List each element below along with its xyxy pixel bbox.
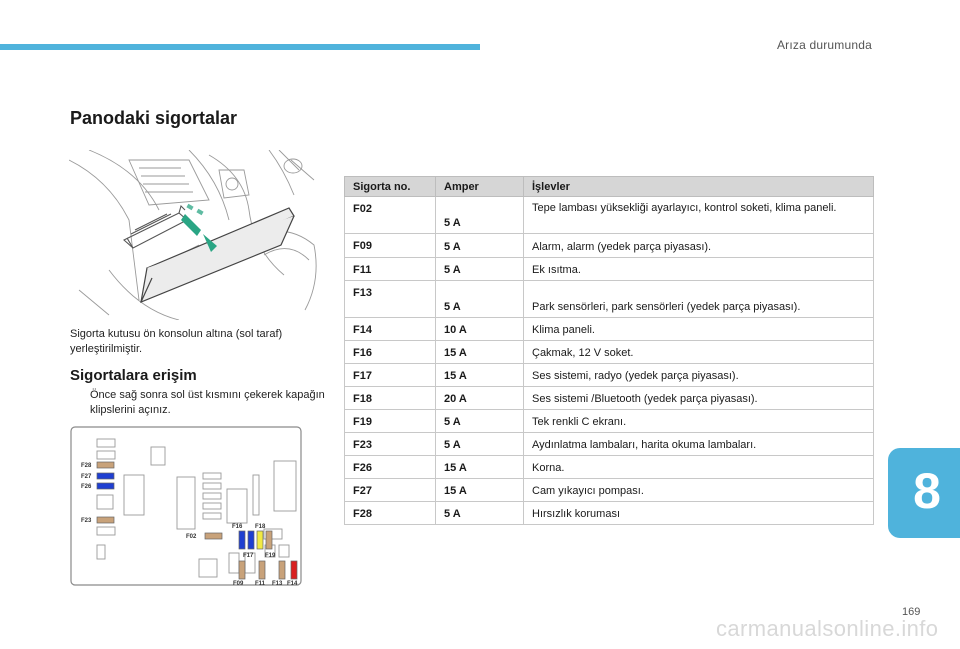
fuse-id: F14 [345, 318, 436, 341]
table-row [345, 281, 874, 318]
table-header-row [345, 177, 874, 197]
table-row [345, 456, 874, 479]
fuse-amp: 5 A [436, 281, 524, 318]
fuse-function: Ses sistemi, radyo (yedek parça piyasası). [524, 364, 874, 387]
fuse-amp: 5 A [436, 502, 524, 525]
watermark-text: carmanualsonline.info [716, 616, 939, 641]
header-accent-bar [0, 44, 480, 50]
fuse-id: F19 [345, 410, 436, 433]
fuse-f17 [248, 531, 254, 549]
fuse-id: F11 [345, 258, 436, 281]
label-f28: F28 [81, 463, 92, 469]
fuse-id: F27 [345, 479, 436, 502]
label-f09: F09 [233, 581, 244, 587]
fuse-amp: 15 A [436, 479, 524, 502]
fuse-table [344, 176, 874, 525]
fuse-id: F02 [345, 197, 436, 234]
fuse-amp: 5 A [436, 433, 524, 456]
fuse-id: F18 [345, 387, 436, 410]
label-f19: F19 [265, 553, 276, 559]
fuse-function: Hırsızlık koruması [524, 502, 874, 525]
fuse-id: F13 [345, 281, 436, 318]
fuse-function: Tepe lambası yüksekliği ayarlayıcı, kontrol soketi, klima paneli. [524, 197, 874, 234]
page-number: 169 [902, 606, 921, 618]
access-subsection-title: Sigortalara erişim [70, 367, 197, 384]
label-f13: F13 [272, 581, 283, 587]
fuse-function: Park sensörleri, park sensörleri (yedek parça piyasası). [524, 281, 874, 318]
table-row [345, 364, 874, 387]
label-f14: F14 [287, 581, 298, 587]
fuse-f14 [291, 561, 297, 579]
table-row [345, 318, 874, 341]
header-amper: Amper [436, 177, 524, 197]
fuse-f26 [97, 483, 114, 489]
fuse-function: Korna. [524, 456, 874, 479]
chapter-tab [888, 448, 960, 538]
fuse-function: Çakmak, 12 V soket. [524, 341, 874, 364]
fuse-layout-diagram [69, 425, 305, 587]
fuse-amp: 15 A [436, 364, 524, 387]
fuse-f11 [259, 561, 265, 579]
fuse-amp: 20 A [436, 387, 524, 410]
fuse-function: Ek ısıtma. [524, 258, 874, 281]
label-f11: F11 [255, 581, 266, 587]
fuse-f19 [266, 531, 272, 549]
label-f16: F16 [232, 524, 243, 530]
label-f17: F17 [243, 553, 254, 559]
label-f23: F23 [81, 518, 92, 524]
fuse-function: Cam yıkayıcı pompası. [524, 479, 874, 502]
fuse-id: F28 [345, 502, 436, 525]
table-row [345, 234, 874, 258]
fuse-f28 [97, 462, 114, 468]
table-row [345, 479, 874, 502]
fuse-f02 [205, 533, 222, 539]
fuse-f23 [97, 517, 114, 523]
header-fuse-no: Sigorta no. [345, 177, 436, 197]
fuse-id: F23 [345, 433, 436, 456]
fuse-f09 [239, 561, 245, 579]
fuse-amp: 15 A [436, 341, 524, 364]
label-f02: F02 [186, 534, 197, 540]
table-row [345, 433, 874, 456]
fuse-function: Klima paneli. [524, 318, 874, 341]
table-row [345, 387, 874, 410]
fuse-f13 [279, 561, 285, 579]
fuse-id: F17 [345, 364, 436, 387]
access-instruction [70, 388, 330, 418]
section-title: Panodaki sigortalar [70, 108, 238, 128]
label-f18: F18 [255, 524, 266, 530]
table-row [345, 410, 874, 433]
instruction-text: Önce sağ sonra sol üst kısmını çekerek kapağın klipslerini açınız. [90, 389, 325, 416]
fuse-amp: 5 A [436, 258, 524, 281]
fuse-f18 [257, 531, 263, 549]
table-row [345, 197, 874, 234]
chapter-number: 8 [913, 463, 941, 519]
label-f26: F26 [81, 484, 92, 490]
fuse-id: F26 [345, 456, 436, 479]
fusebox-location-illustration [69, 150, 321, 320]
fuse-id: F09 [345, 234, 436, 258]
fuse-function: Alarm, alarm (yedek parça piyasası). [524, 234, 874, 258]
fuse-amp: 5 A [436, 410, 524, 433]
fuse-id: F16 [345, 341, 436, 364]
fuse-f27 [97, 473, 114, 479]
fuse-function: Tek renkli C ekranı. [524, 410, 874, 433]
header-functions: İşlevler [524, 177, 874, 197]
fuse-amp: 5 A [436, 234, 524, 258]
table-row [345, 502, 874, 525]
chapter-header-title: Arıza durumunda [776, 38, 872, 52]
fuse-amp: 5 A [436, 197, 524, 234]
fusebox-location-caption: Sigorta kutusu ön konsolun altına (sol taraf) yerleştirilmiştir. [70, 328, 283, 355]
fuse-function: Aydınlatma lambaları, harita okuma lambaları. [524, 433, 874, 456]
table-row [345, 258, 874, 281]
label-f27: F27 [81, 474, 92, 480]
fuse-amp: 10 A [436, 318, 524, 341]
fuse-amp: 15 A [436, 456, 524, 479]
fuse-f16 [239, 531, 245, 549]
table-row [345, 341, 874, 364]
fuse-function: Ses sistemi /Bluetooth (yedek parça piyasası). [524, 387, 874, 410]
